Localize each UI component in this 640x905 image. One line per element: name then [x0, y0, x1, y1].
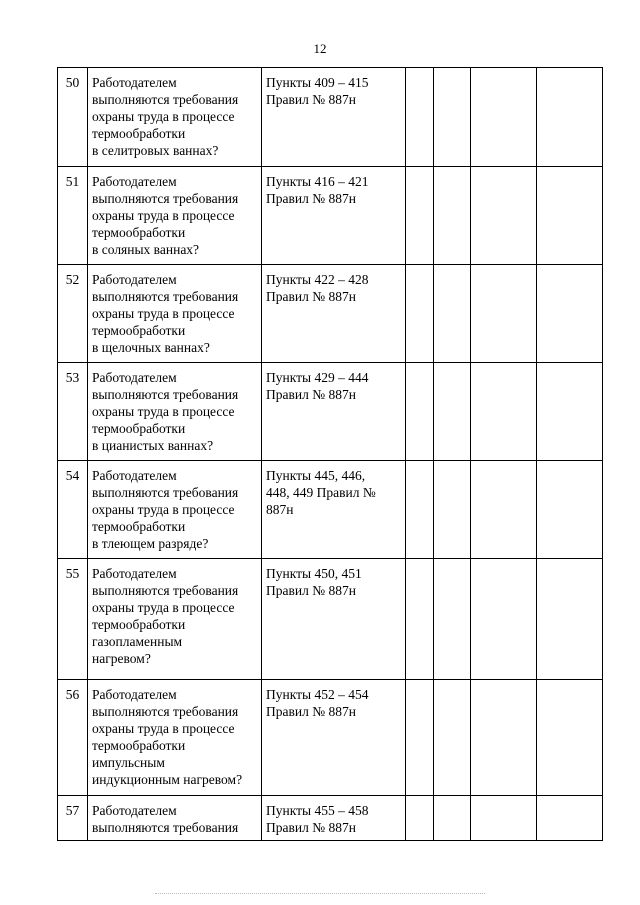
question-line: термообработки — [92, 421, 186, 436]
answer-no-cell — [434, 68, 471, 167]
question-line: Работодателем — [92, 687, 177, 702]
question-line: в соляных ваннах? — [92, 242, 200, 257]
not-applicable-cell — [471, 680, 537, 796]
reference-cell — [262, 68, 406, 167]
question-line: Работодателем — [92, 468, 177, 483]
notes-cell — [537, 167, 603, 265]
reference-line: Пункты 450, 451 — [266, 566, 362, 581]
reference-line: 887н — [266, 502, 294, 517]
question-line: выполняются требования — [92, 820, 239, 835]
question-line: охраны труда в процессе — [92, 208, 235, 223]
reference-cell — [262, 680, 406, 796]
row-number: 55 — [58, 559, 88, 680]
question-line: в щелочных ваннах? — [92, 340, 210, 355]
question-line: Работодателем — [92, 174, 177, 189]
reference-line: Правил № 887н — [266, 191, 356, 206]
row-number: 51 — [58, 167, 88, 265]
answer-yes-cell — [406, 68, 434, 167]
notes-cell — [537, 680, 603, 796]
question-line: термообработки — [92, 126, 186, 141]
question-line: выполняются требования — [92, 191, 239, 206]
answer-no-cell — [434, 796, 471, 841]
table-row — [58, 68, 603, 167]
not-applicable-cell — [471, 68, 537, 167]
question-line: охраны труда в процессе — [92, 600, 235, 615]
question-line: Работодателем — [92, 370, 177, 385]
reference-line: Пункты 455 – 458 — [266, 803, 369, 818]
notes-cell — [537, 796, 603, 841]
question-line: Работодателем — [92, 272, 177, 287]
answer-no-cell — [434, 680, 471, 796]
question-line: термообработки — [92, 225, 186, 240]
page-bottom-rule — [155, 893, 485, 894]
answer-no-cell — [434, 363, 471, 461]
question-line: в цианистых ваннах? — [92, 438, 214, 453]
question-cell — [88, 265, 262, 363]
not-applicable-cell — [471, 461, 537, 559]
reference-line: 448, 449 Правил № — [266, 485, 376, 500]
not-applicable-cell — [471, 796, 537, 841]
question-line: выполняются требования — [92, 485, 239, 500]
answer-no-cell — [434, 559, 471, 680]
question-line: газопламенным — [92, 634, 183, 649]
row-number: 57 — [58, 796, 88, 841]
table-row — [58, 559, 603, 680]
reference-line: Пункты 416 – 421 — [266, 174, 369, 189]
reference-line: Пункты 409 – 415 — [266, 75, 369, 90]
table-row — [58, 680, 603, 796]
question-line: охраны труда в процессе — [92, 721, 235, 736]
question-line: охраны труда в процессе — [92, 306, 235, 321]
question-line: в селитровых ваннах? — [92, 143, 219, 158]
answer-yes-cell — [406, 167, 434, 265]
answer-yes-cell — [406, 559, 434, 680]
question-line: в тлеющем разряде? — [92, 536, 209, 551]
reference-cell — [262, 265, 406, 363]
notes-cell — [537, 68, 603, 167]
question-line: Работодателем — [92, 75, 177, 90]
row-number: 56 — [58, 680, 88, 796]
answer-yes-cell — [406, 680, 434, 796]
answer-yes-cell — [406, 363, 434, 461]
question-line: выполняются требования — [92, 92, 239, 107]
question-cell — [88, 796, 262, 841]
reference-cell — [262, 461, 406, 559]
not-applicable-cell — [471, 167, 537, 265]
answer-no-cell — [434, 167, 471, 265]
reference-line: Пункты 445, 446, — [266, 468, 366, 483]
row-number: 50 — [58, 68, 88, 167]
checklist-table — [57, 67, 603, 841]
question-line: Работодателем — [92, 803, 177, 818]
question-line: выполняются требования — [92, 387, 239, 402]
reference-line: Пункты 422 – 428 — [266, 272, 369, 287]
answer-yes-cell — [406, 265, 434, 363]
reference-line: Правил № 887н — [266, 704, 356, 719]
notes-cell — [537, 265, 603, 363]
question-line: термообработки — [92, 617, 186, 632]
question-cell — [88, 363, 262, 461]
row-number: 53 — [58, 363, 88, 461]
reference-line: Правил № 887н — [266, 92, 356, 107]
not-applicable-cell — [471, 363, 537, 461]
table-row — [58, 363, 603, 461]
reference-cell — [262, 167, 406, 265]
reference-line: Правил № 887н — [266, 387, 356, 402]
not-applicable-cell — [471, 559, 537, 680]
question-line: импульсным — [92, 755, 165, 770]
question-line: термообработки — [92, 738, 186, 753]
answer-yes-cell — [406, 796, 434, 841]
reference-cell — [262, 796, 406, 841]
question-cell — [88, 559, 262, 680]
notes-cell — [537, 559, 603, 680]
notes-cell — [537, 363, 603, 461]
reference-line: Пункты 429 – 444 — [266, 370, 369, 385]
row-number: 54 — [58, 461, 88, 559]
reference-line: Правил № 887н — [266, 289, 356, 304]
question-cell — [88, 68, 262, 167]
question-line: Работодателем — [92, 566, 177, 581]
question-line: термообработки — [92, 519, 186, 534]
answer-no-cell — [434, 461, 471, 559]
page-number: 12 — [313, 41, 327, 56]
row-number: 52 — [58, 265, 88, 363]
reference-line: Пункты 452 – 454 — [266, 687, 369, 702]
notes-cell — [537, 461, 603, 559]
question-line: термообработки — [92, 323, 186, 338]
question-line: охраны труда в процессе — [92, 502, 235, 517]
question-line: выполняются требования — [92, 583, 239, 598]
question-cell — [88, 461, 262, 559]
reference-cell — [262, 559, 406, 680]
question-line: охраны труда в процессе — [92, 109, 235, 124]
table-row — [58, 167, 603, 265]
answer-yes-cell — [406, 461, 434, 559]
question-cell — [88, 167, 262, 265]
question-line: выполняются требования — [92, 704, 239, 719]
question-line: охраны труда в процессе — [92, 404, 235, 419]
reference-cell — [262, 363, 406, 461]
table-body — [58, 68, 603, 841]
question-line: индукционным нагревом? — [92, 772, 243, 787]
reference-line: Правил № 887н — [266, 583, 356, 598]
answer-no-cell — [434, 265, 471, 363]
question-cell — [88, 680, 262, 796]
table-row — [58, 265, 603, 363]
table-row — [58, 796, 603, 841]
question-line: нагревом? — [92, 651, 151, 666]
question-line: выполняются требования — [92, 289, 239, 304]
not-applicable-cell — [471, 265, 537, 363]
reference-line: Правил № 887н — [266, 820, 356, 835]
table-row — [58, 461, 603, 559]
